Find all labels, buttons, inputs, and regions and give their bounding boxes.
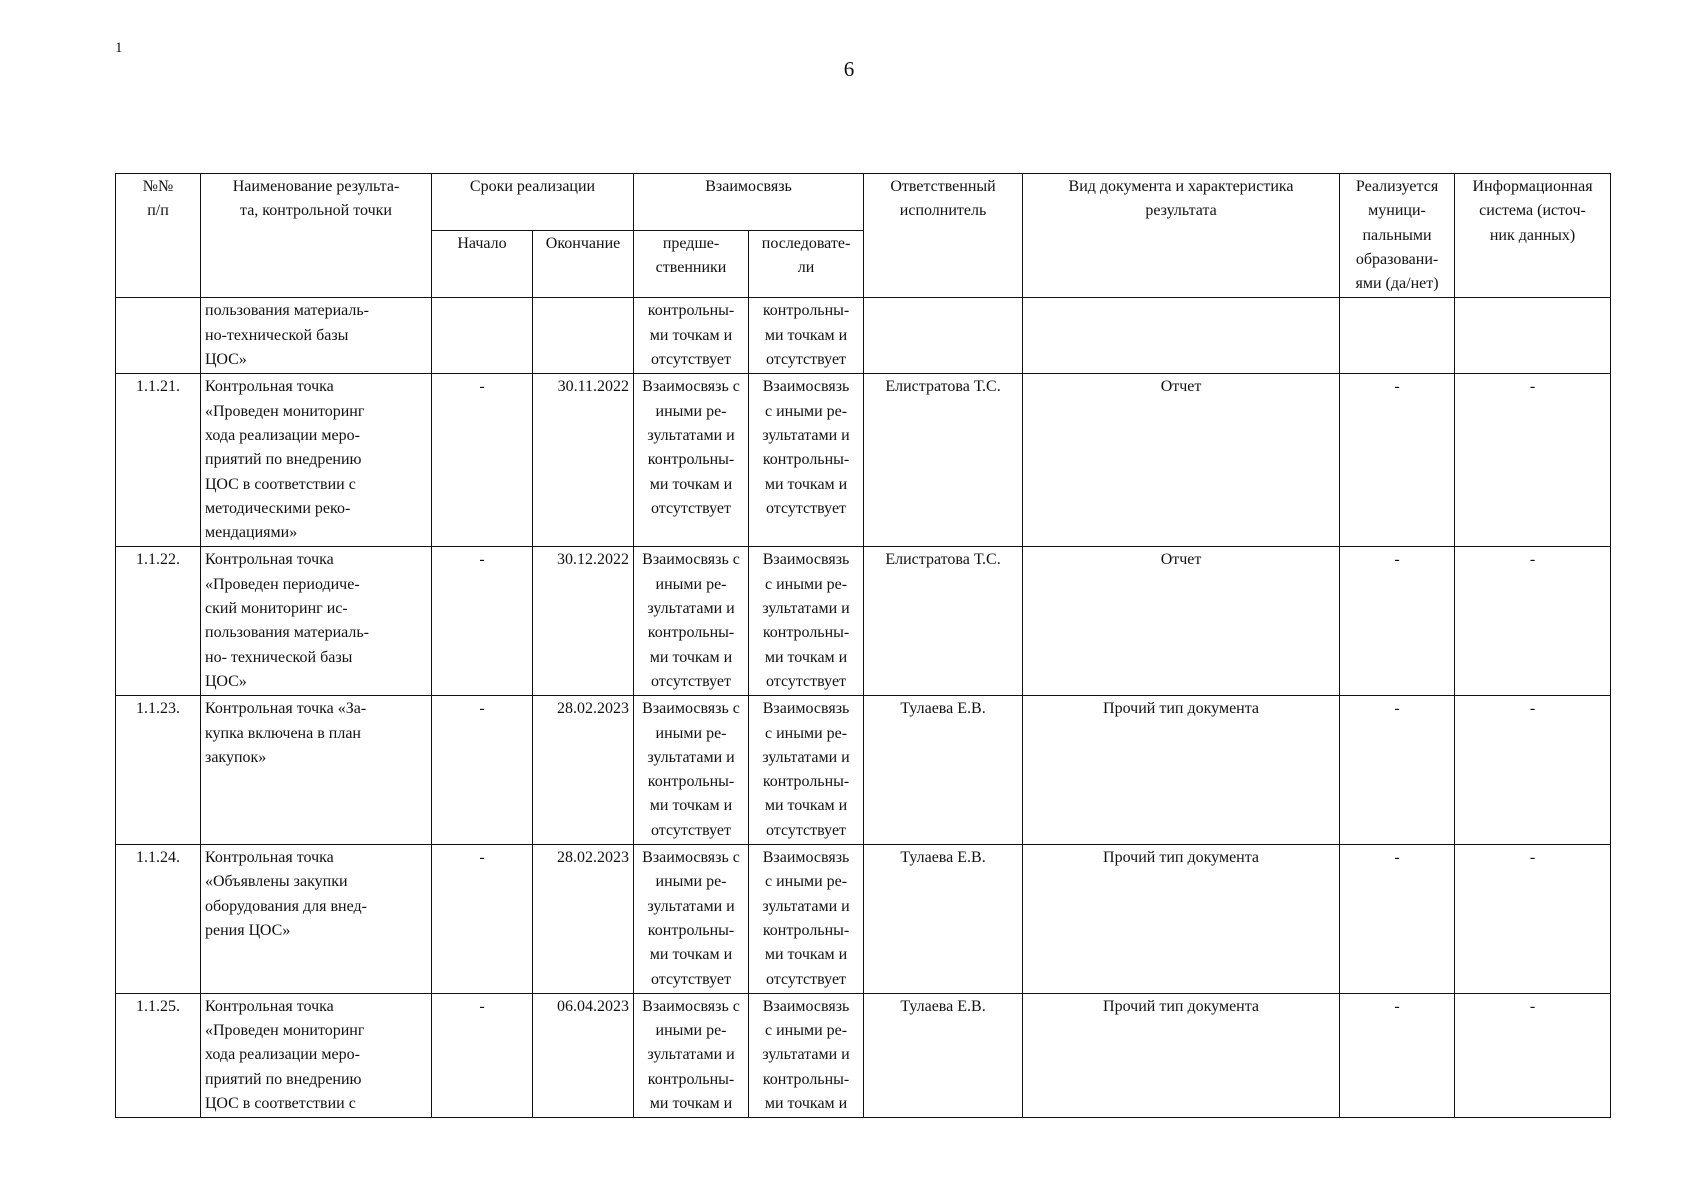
header-municipal: Реализуется муници- пальными образовани- ями (да/нет) xyxy=(1340,174,1455,298)
cell-responsible: Тулаева Е.В. xyxy=(864,845,1023,994)
table-row xyxy=(116,845,1611,994)
table-row xyxy=(116,547,1611,696)
cell-successors: Взаимосвязь с иными ре- зультатами и контрольны- ми точкам и отсутствует xyxy=(749,374,864,547)
header-successors: последовате- ли xyxy=(749,231,864,298)
cell-start: - xyxy=(432,547,533,696)
cell-predecessors: Взаимосвязь с иными ре- зультатами и контрольны- ми точкам и отсутствует xyxy=(634,845,749,994)
header-info-system: Информационная система (источ- ник данных) xyxy=(1455,174,1611,298)
cell-start xyxy=(432,298,533,374)
cell-start: - xyxy=(432,993,533,1117)
cell-info-system: - xyxy=(1455,845,1611,994)
cell-num xyxy=(116,298,201,374)
table-body xyxy=(116,298,1611,1118)
cell-responsible: Тулаева Е.В. xyxy=(864,696,1023,845)
table-row xyxy=(116,696,1611,845)
cell-start: - xyxy=(432,696,533,845)
cell-end: 28.02.2023 xyxy=(533,696,634,845)
cell-successors: контрольны- ми точкам и отсутствует xyxy=(749,298,864,374)
page-number: 6 xyxy=(843,57,855,81)
header-predecessors: предше- ственники xyxy=(634,231,749,298)
cell-responsible: Тулаева Е.В. xyxy=(864,993,1023,1117)
cell-successors: Взаимосвязь с иными ре- зультатами и контрольны- ми точкам и отсутствует xyxy=(749,696,864,845)
cell-municipal: - xyxy=(1340,547,1455,696)
cell-municipal: - xyxy=(1340,845,1455,994)
cell-predecessors: Взаимосвязь с иными ре- зультатами и контрольны- ми точкам и отсутствует xyxy=(634,374,749,547)
cell-predecessors: Взаимосвязь с иными ре- зультатами и контрольны- ми точкам и отсутствует xyxy=(634,547,749,696)
table-row xyxy=(116,993,1611,1117)
cell-start: - xyxy=(432,845,533,994)
cell-info-system: - xyxy=(1455,696,1611,845)
header-end: Окончание xyxy=(533,231,634,298)
cell-responsible: Елистратова Т.С. xyxy=(864,374,1023,547)
cell-municipal: - xyxy=(1340,696,1455,845)
cell-doc-type xyxy=(1023,298,1340,374)
cell-end: 30.12.2022 xyxy=(533,547,634,696)
cell-successors: Взаимосвязь с иными ре- зультатами и контрольны- ми точкам и xyxy=(749,993,864,1117)
cell-num: 1.1.25. xyxy=(116,993,201,1117)
plan-table xyxy=(115,173,1611,1118)
header-terms: Сроки реализации xyxy=(432,174,634,231)
header-start: Начало xyxy=(432,231,533,298)
cell-num: 1.1.22. xyxy=(116,547,201,696)
cell-predecessors: Взаимосвязь с иными ре- зультатами и контрольны- ми точкам и xyxy=(634,993,749,1117)
corner-mark: 1 xyxy=(115,40,123,56)
header-responsible: Ответственный исполнитель xyxy=(864,174,1023,298)
cell-name: Контрольная точка «Проведен мониторинг хода реализации меро- приятий по внедрению ЦОС в соответствии с xyxy=(201,993,432,1117)
cell-name: Контрольная точка «Объявлены закупки оборудования для внед- рения ЦОС» xyxy=(201,845,432,994)
cell-predecessors: Взаимосвязь с иными ре- зультатами и контрольны- ми точкам и отсутствует xyxy=(634,696,749,845)
table-row xyxy=(116,374,1611,547)
cell-start: - xyxy=(432,374,533,547)
header-doc-type: Вид документа и характеристика результата xyxy=(1023,174,1340,298)
cell-info-system: - xyxy=(1455,374,1611,547)
header-name: Наименование результа- та, контрольной точки xyxy=(201,174,432,298)
cell-municipal: - xyxy=(1340,993,1455,1117)
cell-successors: Взаимосвязь с иными ре- зультатами и контрольны- ми точкам и отсутствует xyxy=(749,845,864,994)
header-num: №№ п/п xyxy=(116,174,201,298)
cell-name: Контрольная точка «Проведен мониторинг хода реализации меро- приятий по внедрению ЦОС в соответствии с методическими реко- мендациями» xyxy=(201,374,432,547)
cell-info-system: - xyxy=(1455,993,1611,1117)
cell-doc-type: Прочий тип документа xyxy=(1023,696,1340,845)
cell-responsible: Елистратова Т.С. xyxy=(864,547,1023,696)
cell-end: 28.02.2023 xyxy=(533,845,634,994)
cell-municipal xyxy=(1340,298,1455,374)
cell-name: Контрольная точка «Проведен периодиче- ский мониторинг ис- пользования материаль- но- технической базы ЦОС» xyxy=(201,547,432,696)
cell-end: 06.04.2023 xyxy=(533,993,634,1117)
cell-doc-type: Отчет xyxy=(1023,374,1340,547)
cell-num: 1.1.21. xyxy=(116,374,201,547)
cell-end: 30.11.2022 xyxy=(533,374,634,547)
cell-info-system: - xyxy=(1455,547,1611,696)
cell-doc-type: Прочий тип документа xyxy=(1023,845,1340,994)
cell-predecessors: контрольны- ми точкам и отсутствует xyxy=(634,298,749,374)
table-header xyxy=(116,174,1611,298)
cell-info-system xyxy=(1455,298,1611,374)
cell-end xyxy=(533,298,634,374)
cell-municipal: - xyxy=(1340,374,1455,547)
cell-name: Контрольная точка «За- купка включена в план закупок» xyxy=(201,696,432,845)
header-relation: Взаимосвязь xyxy=(634,174,864,231)
table-row xyxy=(116,298,1611,374)
cell-doc-type: Прочий тип документа xyxy=(1023,993,1340,1117)
cell-doc-type: Отчет xyxy=(1023,547,1340,696)
cell-num: 1.1.24. xyxy=(116,845,201,994)
cell-num: 1.1.23. xyxy=(116,696,201,845)
cell-responsible xyxy=(864,298,1023,374)
cell-successors: Взаимосвязь с иными ре- зультатами и контрольны- ми точкам и отсутствует xyxy=(749,547,864,696)
cell-name: пользования материаль- но-технической базы ЦОС» xyxy=(201,298,432,374)
